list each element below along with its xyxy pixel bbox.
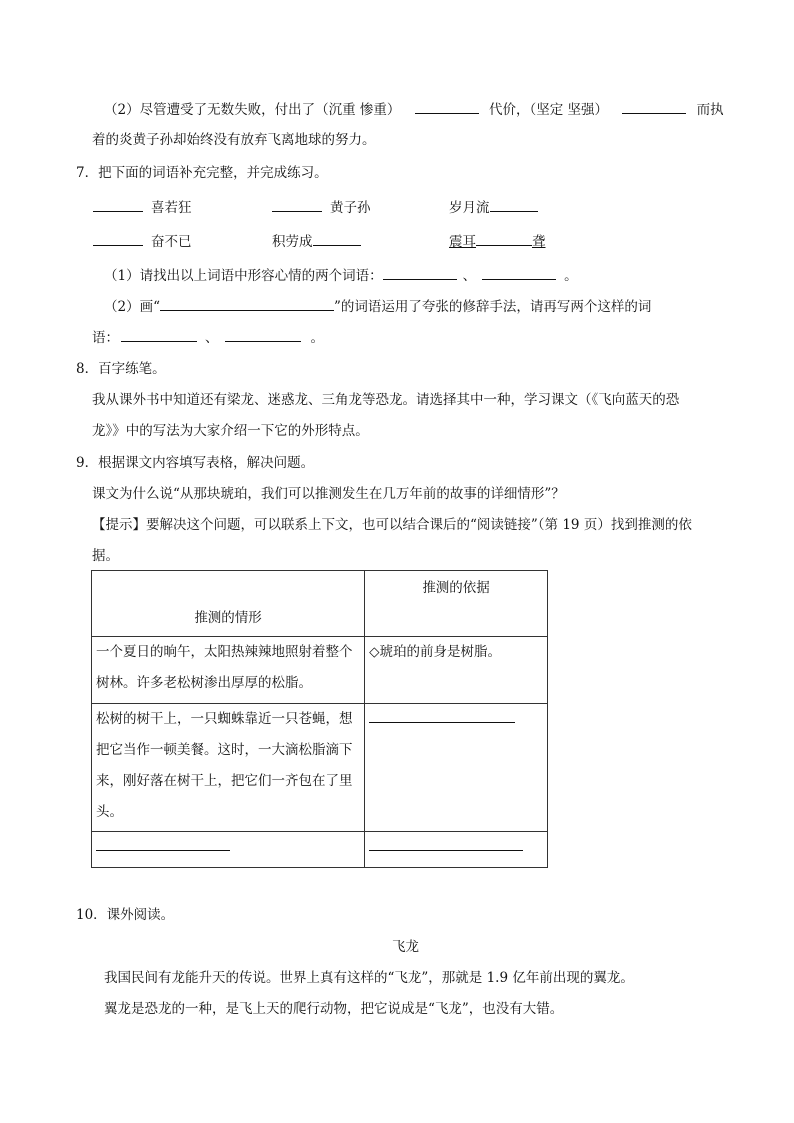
q7-w6a-text: 震耳 [449,234,476,250]
q9-hint-line2: 据。 [92,548,119,564]
q7-w1-text: 喜若狂 [151,200,192,216]
row3-basis-blank[interactable] [369,836,523,851]
q7-w3-text: 岁月流 [449,200,490,216]
q7-sub2-prefix: （2）画“ [104,299,160,315]
q7-word-3 [449,197,538,218]
row2-basis [365,704,548,832]
q7-word-4 [93,231,192,252]
row2-line-c: 来，刚好落在树干上，把它们一齐包在了里 [96,773,353,789]
table-row [92,704,548,832]
q7-sub2-sep: 、 [205,330,219,346]
q7-sub1-blank-2[interactable] [482,265,556,280]
row3-situation-blank[interactable] [96,836,230,851]
q6-2-text-a: （2）尽管遭受了无数失败，付出了（沉重 惨重） [104,102,401,118]
q10-paragraph-1: 我国民间有龙能升天的传说。世界上真有这样的“飞龙”，那就是 1.9 亿年前出现的翼龙。 [104,970,634,986]
q7-blank-1[interactable] [93,197,143,212]
q10-paragraph-2: 翼龙是恐龙的一种，是飞上天的爬行动物，把它说成是“飞龙”，也没有大错。 [104,1001,564,1017]
q7-word-6 [449,231,546,252]
table-row [92,832,548,868]
q7-word-2 [272,197,371,218]
q9-hint-line1: 【提示】要解决这个问题，可以联系上下文，也可以结合课后的“阅读链接”（第 19 页）找到推测的依 [92,517,692,533]
row3-situation [92,832,365,868]
q7-blank-3[interactable] [490,197,538,212]
q7-w4-text: 奋不已 [151,234,192,250]
q7-sub2 [104,296,651,317]
row2-situation [92,704,365,832]
q6-blank-2[interactable] [622,99,686,114]
q7-sub1 [104,265,578,286]
row1-line-a: 一个夏日的晌午，太阳热辣辣地照射着整个 [96,644,353,660]
q7-word-5 [272,231,361,252]
q7-blank-2[interactable] [272,197,322,212]
table-row [92,637,548,704]
col2-header: 推测的依据 [365,571,548,637]
row2-line-d: 头。 [96,804,123,820]
row2-line-a: 松树的树干上，一只蜘蛛靠近一只苍蝇，想 [96,711,353,727]
q7-blank-4[interactable] [93,231,143,246]
row3-basis [365,832,548,868]
q7-word-1 [93,197,192,218]
q7-sub2-line2 [92,327,324,348]
row1-situation [92,637,365,704]
q7-sub2-blank[interactable] [160,296,334,311]
inference-table [91,570,548,868]
row2-basis-blank[interactable] [369,708,515,723]
q10-heading: 10．课外阅读。 [76,907,175,923]
q7-sub2-suffix: ”的词语运用了夸张的修辞手法，请再写两个这样的词 [334,299,652,315]
q6-2-line2: 着的炎黄子孙却始终没有放弃飞离地球的努力。 [92,132,376,148]
q9-heading: 9．根据课文内容填写表格，解决问题。 [76,455,315,471]
q7-sub1-text: （1）请找出以上词语中形容心情的两个词语： [104,268,383,284]
q9-question: 课文为什么说“从那块琥珀，我们可以推测发生在几万年前的故事的详细情形”？ [92,486,565,502]
q10-passage-title: 飞龙 [392,939,419,955]
row1-basis: ◇琥珀的前身是树脂。 [365,637,548,704]
q6-2-line1 [104,99,724,120]
q6-2-text-c: 而执 [696,102,724,118]
q7-blank-5[interactable] [313,231,361,246]
q7-w5-text: 积劳成 [272,234,313,250]
q7-sub2-line2-text: 语： [92,330,119,346]
row2-line-b: 把它当作一顿美餐。这时，一大滴松脂滴下 [96,742,353,758]
q7-w6b-text: 聋 [532,234,546,250]
q7-sub2-end: 。 [310,330,324,346]
q7-sub2-blank-3[interactable] [225,327,301,342]
q7-sub2-blank-2[interactable] [121,327,197,342]
q7-sub1-end: 。 [564,268,578,284]
q8-heading: 8．百字练笔。 [76,361,166,377]
q8-line2: 龙》》中的写法为大家介绍一下它的外形特点。 [92,423,369,439]
q8-line1: 我从课外书中知道还有梁龙、迷惑龙、三角龙等恐龙。请选择其中一种，学习课文（《飞向蓝天的恐 [92,392,680,408]
row1-line-b: 树林。许多老松树渗出厚厚的松脂。 [96,675,312,691]
q6-2-text-b: 代价，（坚定 坚强） [488,102,609,118]
q7-sub1-sep: 、 [462,268,477,284]
col1-header: 推测的情形 [92,571,365,637]
q7-w2-text: 黄子孙 [330,200,371,216]
table-header-row [92,571,548,637]
q6-blank-1[interactable] [415,99,479,114]
q7-sub1-blank-1[interactable] [383,265,457,280]
q7-blank-6[interactable] [476,231,532,246]
q7-heading: 7．把下面的词语补充完整，并完成练习。 [76,165,328,181]
